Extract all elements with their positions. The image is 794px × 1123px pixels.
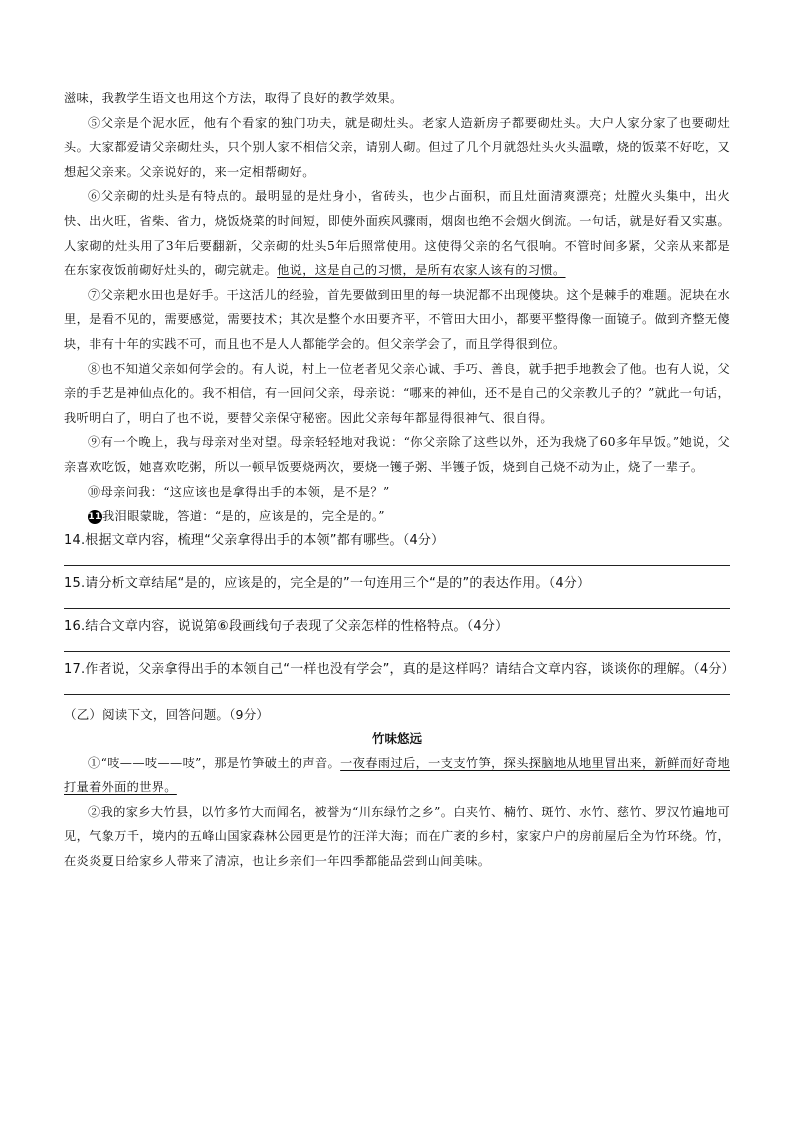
paragraph-11-number: 11	[88, 512, 102, 523]
paragraph-8: ⑧也不知道父亲如何学会的。有人说，村上一位老者见父亲心诚、手巧、善良，就手把手地教会了他。也有人说，父亲的手艺是神仙点化的。我不相信，有一回问父亲，母亲说：“哪来的神仙，还不是自己的父亲教儿子的？”就此一句话，我听明白了，明白了也不说，要替父亲保守秘密。因此父亲每年都显得很神气、很自得。	[64, 361, 730, 425]
question-17: 17.作者说，父亲拿得出手的本领自己“一样也没有学会”，真的是这样吗？请结合文章内容，谈谈你的理解。（4分）	[64, 661, 735, 677]
answer-line-14[interactable]	[64, 553, 730, 566]
article-paragraph-1	[64, 751, 730, 800]
paragraph-7: ⑦父亲耙水田也是好手。干这活儿的经验，首先要做到田里的每一块泥都不出现傻块。这个是棘手的难题。泥块在水里，是看不见的，需要感觉，需要技术；其次是整个水田要齐平，不管田大田小，都要平整得像一面镜子。做到齐整无傻块，非有十年的实践不可，而且也不是人人都能学会的。但父亲学会了，而且学得很到位。	[64, 287, 730, 351]
answer-line-16[interactable]	[64, 639, 730, 652]
question-15: 15.请分析文章结尾“是的，应该是的，完全是的”一句连用三个“是的”的表达作用。（4分）	[64, 575, 591, 591]
paragraph-continued: 滋味，我教学生语文也用这个方法，取得了良好的教学效果。	[64, 91, 403, 105]
answer-line-17[interactable]	[64, 682, 730, 695]
section-b-heading: （乙）阅读下文，回答问题。（9分）	[64, 706, 270, 722]
article-paragraph-1-text: ①“吱——吱——吱”，那是竹笋破土的声音。	[88, 755, 341, 770]
paragraph-9: ⑨有一个晚上，我与母亲对坐对望。母亲轻轻地对我说：“你父亲除了这些以外，还为我烧了60多年早饭。”她说，父亲喜欢吃饭，她喜欢吃粥，所以一顿早饭要烧两次，要烧一镬子粥、半镬子饭，烧到自己烧不动为止，烧了一辈子。	[64, 435, 730, 474]
paragraph-6-text: ⑥父亲砌的灶头是有特点的。最明显的是灶身小，省砖头，也少占面积，而且灶面清爽漂亮；灶膛火头集中，出火快、出火旺，省柴、省力，烧饭烧菜的时间短，即使外面疾风骤雨，烟囱也绝不会烟火倒流。一句话，就是好看又实惠。人家砌的灶头用了3年后要翻新，父亲砌的灶头5年后照常使用。这使得父亲的名气很响。不管时间多紧，父亲从来都是在东家夜饭前砌好灶头的，砌完就走。	[64, 189, 730, 278]
article-title: 竹味悠远	[371, 730, 422, 746]
paragraph-6	[64, 184, 730, 282]
paragraph-5: ⑤父亲是个泥水匠，他有个看家的独门功夫，就是砌灶头。老家人造新房子都要砌灶头。大户人家分家了也要砌灶头。大家都爱请父亲砌灶头，只个别人家不相信父亲，请别人砌。但过了几个月就怨灶头火头温暾，烧的饭菜不好吃，又想起父亲来。父亲说好的，来一定相帮砌好。	[64, 115, 730, 179]
paragraph-11	[64, 504, 730, 529]
paragraph-10: ⑩母亲问我：“这应该也是拿得出手的本领，是不是？”	[88, 484, 390, 499]
article-paragraph-2: ②我的家乡大竹县，以竹多竹大而闻名，被誉为“川东绿竹之乡”。白夹竹、楠竹、斑竹、水竹、慈竹、罗汉竹遍地可见，气象万千，境内的五峰山国家森林公园更是竹的汪洋大海；而在广袤的乡村，家家户户的房前屋后全为竹环绕。竹，在炎炎夏日给家乡人带来了清凉，也让乡亲们一年四季都能品尝到山间美味。	[64, 804, 730, 869]
question-14: 14.根据文章内容，梳理“父亲拿得出手的本领”都有哪些。（4分）	[64, 532, 445, 548]
underlined-sentence-6: 他说，这是自己的习惯，是所有农家人该有的习惯。	[277, 263, 566, 278]
document-page	[64, 86, 735, 874]
paragraph-11-text: 我泪眼蒙眬，答道：“是的，应该是的，完全是的。”	[102, 509, 385, 524]
underlined-sentence-b1: 一夜春雨过后，一支支竹笋，探头探脑地从地里冒出来，新鲜而好奇地打量着外面的世界。	[64, 755, 730, 795]
answer-line-15[interactable]	[64, 596, 730, 609]
question-16: 16.结合文章内容，说说第⑥段画线句子表现了父亲怎样的性格特点。（4分）	[64, 618, 509, 634]
